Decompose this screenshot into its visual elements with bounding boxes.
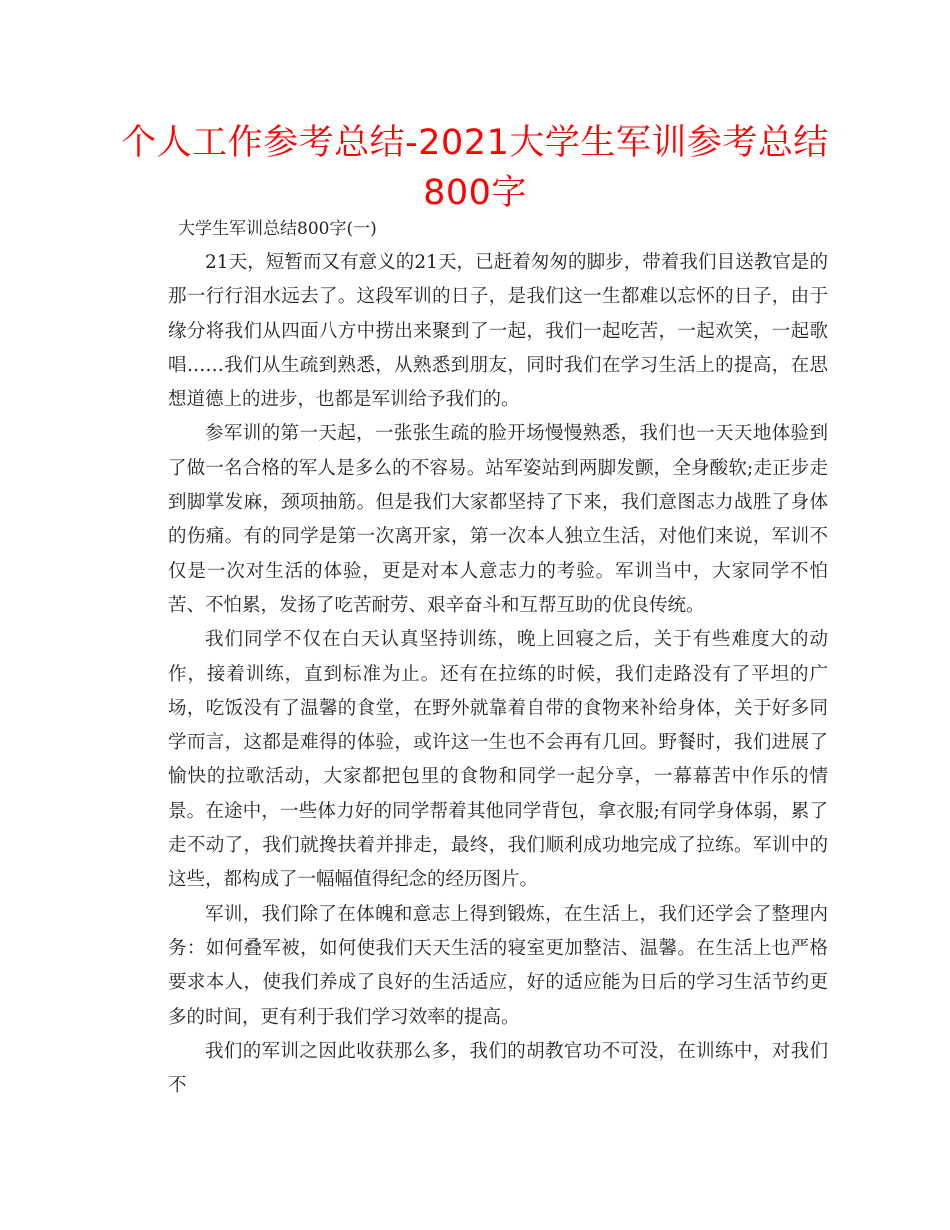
paragraph-3: 我们同学不仅在白天认真坚持训练，晚上回寝之后，关于有些难度大的动作，接着训练，直到标准为止。还有在拉练的时候，我们走路没有了平坦的广场，吃饭没有了温馨的食堂，在野外就靠着自带的食物来补给身体，关于好多同学而言，这都是难得的体验，或许这一生也不会再有几回。野餐时，我们进展了愉快的拉歌活动，大家都把包里的食物和同学一起分享，一幕幕苦中作乐的情景。在途中，一些体力好的同学帮着其他同学背包，拿衣服;有同学身体弱，累了走不动了，我们就搀扶着并排走，最终，我们顺利成功地完成了拉练。军训中的这些，都构成了一幅幅值得纪念的经历图片。: [168, 629, 828, 891]
paragraph-5: 我们的军训之因此收获那么多，我们的胡教官功不可没，在训练中，对我们不: [168, 1040, 828, 1097]
paragraph-4: 军训，我们除了在体魄和意志上得到锻炼，在生活上，我们还学会了整理内务：如何叠军被，如何使我们天天生活的寝室更加整洁、温馨。在生活上也严格要求本人，使我们养成了良好的生活适应，好的适应能为日后的学习生活节约更多的时间，更有利于我们学习效率的提高。: [168, 903, 828, 1028]
title-line-1: 个人工作参考总结-2021大学生军训参考总结: [121, 123, 829, 163]
document-title: [120, 118, 830, 218]
title-line-2: 800字: [423, 173, 527, 213]
paragraph-2: 参军训的第一天起，一张张生疏的脸开场慢慢熟悉，我们也一天天地体验到了做一名合格的军人是多么的不容易。站军姿站到两脚发颤，全身酸软;走正步走到脚掌发麻，颈项抽筋。但是我们大家都坚持了下来，我们意图志力战胜了身体的伤痛。有的同学是第一次离开家，第一次本人独立生活，对他们来说，军训不仅是一次对生活的体验，更是对本人意志力的考验。军训当中，大家同学不怕苦、不怕累，发扬了吃苦耐劳、艰辛奋斗和互帮互助的优良传统。: [168, 423, 828, 616]
section-subtitle: 大学生军训总结800字(一): [178, 219, 377, 239]
document-body: [168, 212, 828, 1103]
paragraph-1: 21天，短暂而又有意义的21天，已赶着匆匆的脚步，带着我们目送教官是的那一行行泪水远去了。这段军训的日子，是我们这一生都难以忘怀的日子，由于缘分将我们从四面八方中捞出来聚到了一起，我们一起吃苦，一起欢笑，一起歌唱……我们从生疏到熟悉，从熟悉到朋友，同时我们在学习生活上的提高，在思想道德上的进步，也都是军训给予我们的。: [168, 252, 828, 411]
